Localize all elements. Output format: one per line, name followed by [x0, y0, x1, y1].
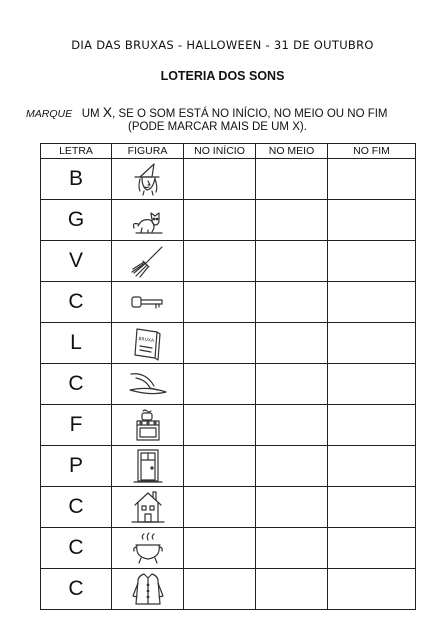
check-cell-fim[interactable] [328, 446, 416, 487]
row-letter: C [41, 528, 112, 569]
instruction-um: UM [81, 108, 100, 120]
check-cell-inicio[interactable] [184, 323, 256, 364]
check-cell-meio[interactable] [256, 364, 328, 405]
row-letter: C [41, 364, 112, 405]
spell-book-icon [128, 334, 168, 351]
check-cell-meio[interactable] [256, 282, 328, 323]
table-row [41, 487, 416, 528]
check-cell-fim[interactable] [328, 528, 416, 569]
instruction-marque: MARQUE [26, 108, 73, 120]
row-letter: P [41, 446, 112, 487]
check-cell-meio[interactable] [256, 241, 328, 282]
check-cell-meio[interactable] [256, 569, 328, 610]
check-cell-meio[interactable] [256, 405, 328, 446]
check-cell-inicio[interactable] [184, 200, 256, 241]
check-cell-inicio[interactable] [184, 569, 256, 610]
witch-icon [128, 170, 168, 187]
instruction-x: X [102, 104, 113, 120]
row-letter: C [41, 569, 112, 610]
row-letter: G [41, 200, 112, 241]
check-cell-inicio[interactable] [184, 405, 256, 446]
stove-icon [128, 416, 168, 433]
door-icon [128, 457, 168, 474]
haunted-house-icon [128, 498, 168, 515]
check-cell-inicio[interactable] [184, 528, 256, 569]
check-cell-meio[interactable] [256, 323, 328, 364]
check-cell-meio[interactable] [256, 528, 328, 569]
header-letra: LETRA [41, 144, 112, 159]
table-row [41, 241, 416, 282]
cape-icon [128, 580, 168, 597]
sound-lottery-table [40, 143, 416, 610]
check-cell-fim[interactable] [328, 241, 416, 282]
table-row [41, 282, 416, 323]
check-cell-inicio[interactable] [184, 364, 256, 405]
key-icon [128, 293, 168, 310]
check-cell-fim[interactable] [328, 405, 416, 446]
table-row [41, 323, 416, 364]
check-cell-inicio[interactable] [184, 159, 256, 200]
instruction-rest: , SE O SOM ESTÁ NO INÍCIO, NO MEIO OU NO FIM [112, 108, 388, 120]
worksheet-subtitle: LOTERIA DOS SONS [160, 69, 285, 83]
cauldron-icon [128, 539, 168, 556]
check-cell-inicio[interactable] [184, 241, 256, 282]
header-no-fim: NO FIM [328, 144, 416, 159]
table-row [41, 528, 416, 569]
witch-hat-icon [128, 375, 168, 392]
check-cell-meio[interactable] [256, 487, 328, 528]
check-cell-fim[interactable] [328, 487, 416, 528]
check-cell-fim[interactable] [328, 200, 416, 241]
row-letter: L [41, 323, 112, 364]
cat-icon [128, 211, 168, 228]
check-cell-inicio[interactable] [184, 487, 256, 528]
row-letter: F [41, 405, 112, 446]
table-row [41, 159, 416, 200]
check-cell-fim[interactable] [328, 282, 416, 323]
check-cell-fim[interactable] [328, 323, 416, 364]
row-letter: B [41, 159, 112, 200]
check-cell-inicio[interactable] [184, 446, 256, 487]
check-cell-meio[interactable] [256, 159, 328, 200]
table-row [41, 569, 416, 610]
row-letter: V [41, 241, 112, 282]
check-cell-meio[interactable] [256, 200, 328, 241]
check-cell-inicio[interactable] [184, 282, 256, 323]
table-row [41, 446, 416, 487]
header-no-inicio: NO INÍCIO [184, 144, 256, 159]
book-cover-text: BRUXA [137, 336, 154, 345]
header-no-meio: NO MEIO [256, 144, 328, 159]
table-header-row [41, 144, 416, 159]
check-cell-meio[interactable] [256, 446, 328, 487]
row-letter: C [41, 282, 112, 323]
page-title: DIA DAS BRUXAS - HALLOWEEN - 31 DE OUTUBRO [71, 38, 374, 52]
check-cell-fim[interactable] [328, 159, 416, 200]
instruction-line-1 [26, 104, 388, 120]
table-row [41, 200, 416, 241]
check-cell-fim[interactable] [328, 364, 416, 405]
table-row [41, 405, 416, 446]
check-cell-fim[interactable] [328, 569, 416, 610]
header-figura: FIGURA [112, 144, 184, 159]
broom-icon [128, 252, 168, 269]
table-row [41, 364, 416, 405]
instruction-line-2: (PODE MARCAR MAIS DE UM X). [128, 121, 307, 133]
row-letter: C [41, 487, 112, 528]
